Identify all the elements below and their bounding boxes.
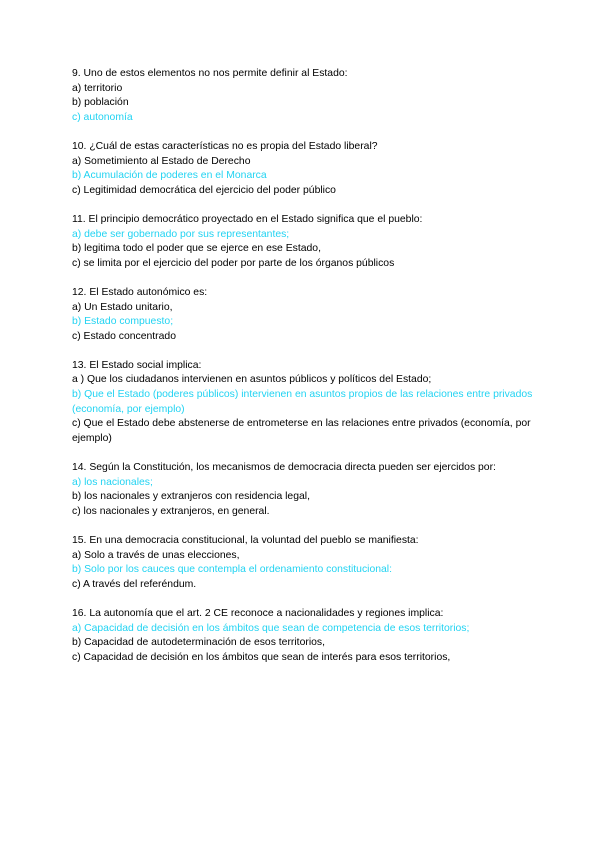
correct-answer-option: b) Estado compuesto; [72,316,174,328]
correct-answer-option: a) los nacionales; [72,476,153,488]
correct-answer-option: a) debe ser gobernado por sus representantes; [72,228,290,240]
question-block [72,359,552,447]
answer-option: c) A través del referéndum. [72,578,197,590]
question-text: 11. El principio democrático proyectado en el Estado significa que el pueblo: [72,213,423,225]
question-text: 10. ¿Cuál de estas características no es propia del Estado liberal? [72,140,378,152]
answer-option: b) los nacionales y extranjeros con residencia legal, [72,491,310,503]
question-block [72,67,552,125]
question-block [72,461,552,519]
answer-option: b) Capacidad de autodeterminación de esos territorios, [72,637,325,649]
question-text: 12. El Estado autonómico es: [72,286,208,298]
question-block [72,607,552,665]
answer-option: c) se limita por el ejercicio del poder por parte de los órganos públicos [72,257,395,269]
correct-answer-option: b) Acumulación de poderes en el Monarca [72,170,267,182]
answer-option: a) Solo a través de unas elecciones, [72,549,240,561]
question-text: 14. Según la Constitución, los mecanismos de democracia directa pueden ser ejercidos por: [72,462,496,474]
question-block [72,140,552,198]
question-block [72,213,552,271]
answer-option: b) legitima todo el poder que se ejerce en ese Estado, [72,243,321,255]
correct-answer-option: b) Que el Estado (poderes públicos) intervienen en asuntos propios de las relaciones entre privados (economía, por ejemplo) [72,389,536,415]
correct-answer-option: b) Solo por los cauces que contempla el ordenamiento constitucional: [72,564,392,576]
answer-option: c) Capacidad de decisión en los ámbitos que sean de interés para esos territorios, [72,651,451,663]
answer-option: c) los nacionales y extranjeros, en general. [72,505,270,517]
question-text: 15. En una democracia constitucional, la voluntad del pueblo se manifiesta: [72,535,419,546]
correct-answer-option: c) autonomía [72,111,133,123]
answer-option: c) Que el Estado debe abstenerse de entrometerse en las relaciones entre privados (economía, por ejemplo) [72,418,534,444]
answer-option: c) Legitimidad democrática del ejercicio del poder público [72,184,336,196]
question-text: 9. Uno de estos elementos no nos permite definir al Estado: [72,68,348,79]
answer-option: b) población [72,97,129,109]
answer-option: a ) Que los ciudadanos intervienen en asuntos públicos y políticos del Estado; [72,374,432,386]
answer-option: a) Un Estado unitario, [72,301,173,313]
question-block [72,286,552,344]
question-list [72,67,552,680]
answer-option: a) territorio [72,82,123,94]
question-text: 16. La autonomía que el art. 2 CE reconoce a nacionalidades y regiones implica: [72,607,444,619]
answer-option: a) Sometimiento al Estado de Derecho [72,155,251,167]
answer-option: c) Estado concentrado [72,330,176,342]
question-block [72,534,552,592]
correct-answer-option: a) Capacidad de decisión en los ámbitos que sean de competencia de esos territorios; [72,622,470,634]
question-text: 13. El Estado social implica: [72,359,202,371]
